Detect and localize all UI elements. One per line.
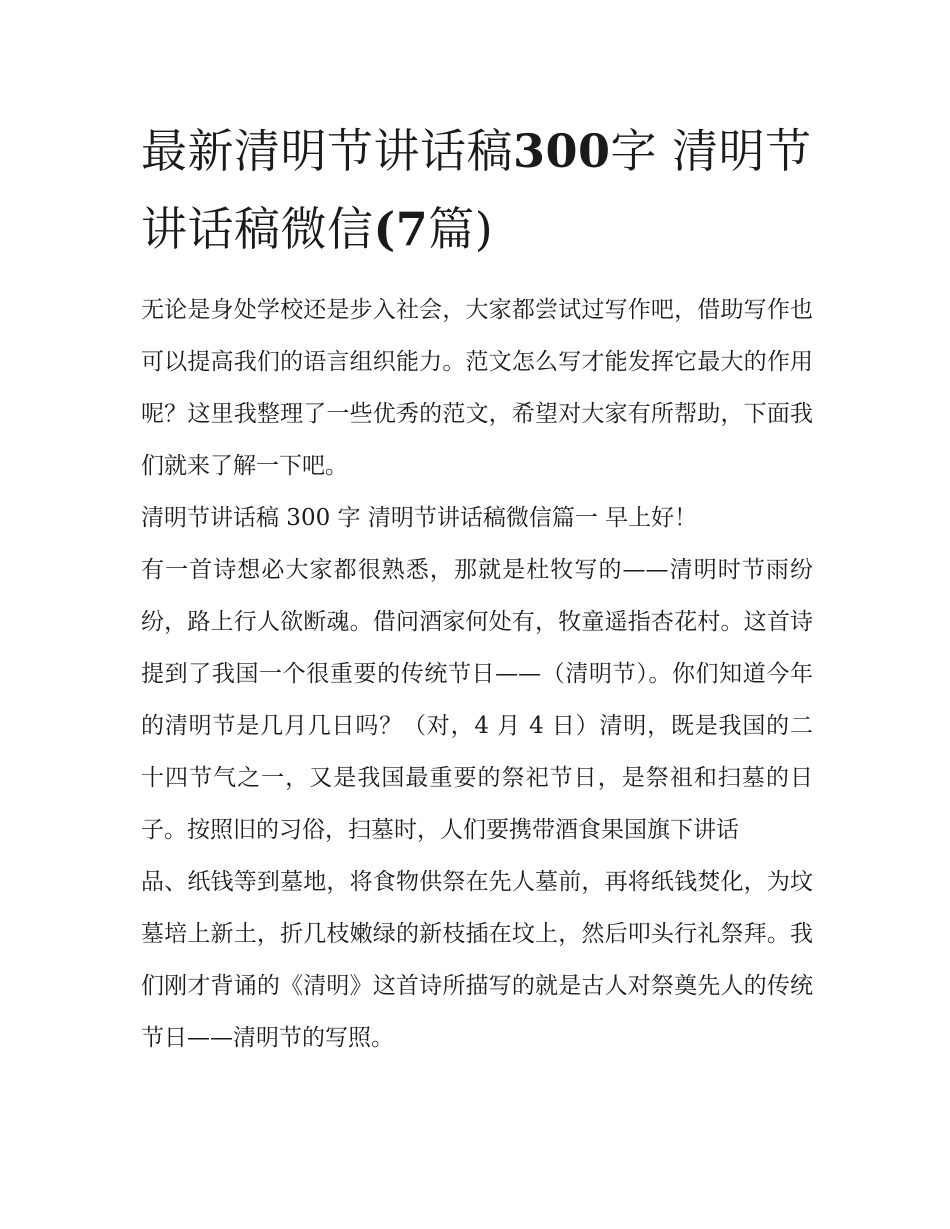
document-page bbox=[141, 112, 813, 1064]
title-count: (7 bbox=[373, 202, 429, 256]
document-title bbox=[141, 112, 813, 268]
document-body bbox=[141, 284, 813, 1064]
section-heading: 清明节讲话稿 300 字 清明节讲话稿微信篇一 早上好！ bbox=[141, 505, 698, 531]
body-paragraph-2: 品、纸钱等到墓地，将食物供祭在先人墓前，再将纸钱焚化，为坟墓培上新土，折几枝嫩绿的新枝插在坟上，然后叩头行礼祭拜。我们刚才背诵的《清明》这首诗所描写的就是古人对祭奠先人的传统节日——清明节的写照。 bbox=[141, 869, 813, 1051]
title-text-1: 最新清明节讲话稿 bbox=[141, 124, 513, 178]
title-text-3: 篇) bbox=[428, 202, 494, 256]
title-number: 300 bbox=[513, 124, 611, 178]
title-text-2: 字 清明节讲话稿微信 bbox=[141, 124, 812, 256]
intro-paragraph: 无论是身处学校还是步入社会，大家都尝试过写作吧，借助写作也可以提高我们的语言组织能力。范文怎么写才能发挥它最大的作用呢？这里我整理了一些优秀的范文，希望对大家有所帮助，下面我们就来了解一下吧。 bbox=[141, 297, 813, 479]
body-paragraph-1: 有一首诗想必大家都很熟悉，那就是杜牧写的——清明时节雨纷纷，路上行人欲断魂。借问酒家何处有，牧童遥指杏花村。这首诗提到了我国一个很重要的传统节日——（清明节）。你们知道今年的清明节是几月几日吗？（对，4 月 4 日）清明，既是我国的二十四节气之一，又是我国最重要的祭祀节日，是祭祖和扫墓的日子。按照旧的习俗，扫墓时，人们要携带酒食果国旗下讲话 bbox=[141, 557, 813, 843]
